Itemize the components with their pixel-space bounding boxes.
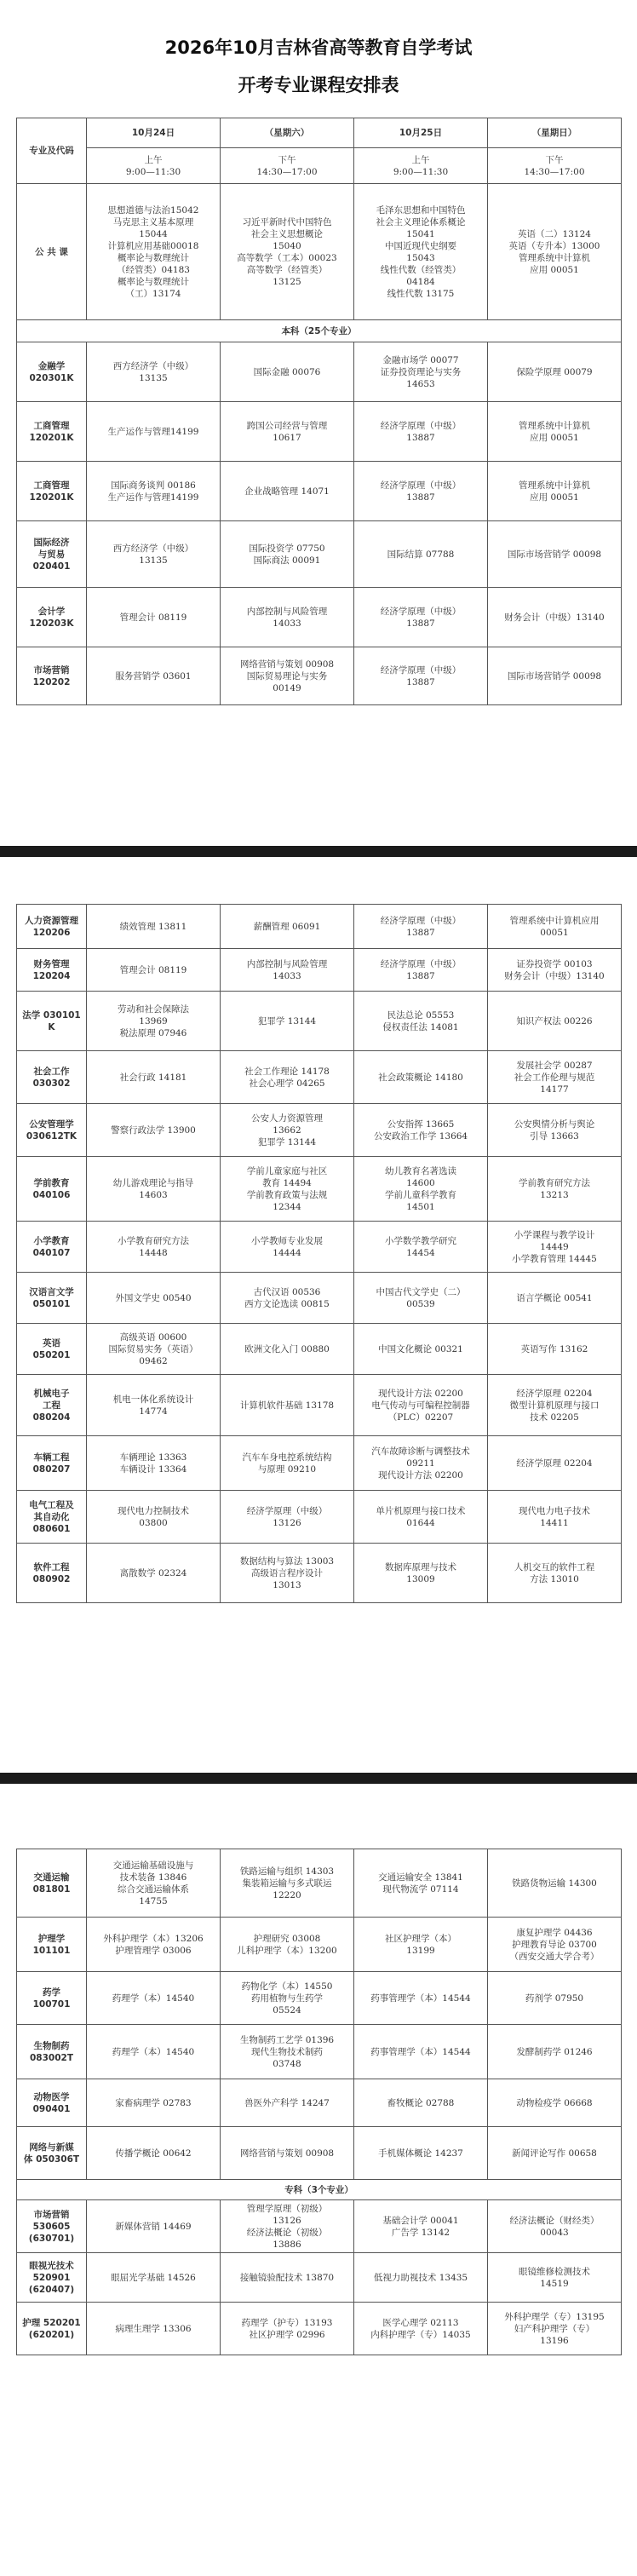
major-row <box>17 462 622 521</box>
exam-cell: 幼儿游戏理论与指导 14603 <box>87 1157 221 1222</box>
major-row <box>17 402 622 462</box>
exam-cell: 社会工作理论 14178 社会心理学 04265 <box>221 1051 354 1104</box>
major-name: 法学 030101K <box>17 992 87 1051</box>
exam-cell: 药事管理学（本）14544 <box>354 2025 488 2079</box>
header-day2-weekday: （星期日） <box>488 118 622 148</box>
major-row <box>17 521 622 588</box>
exam-cell: 药理学（护专）13193 社区护理学 02996 <box>221 2303 354 2355</box>
exam-cell: 古代汉语 00536 西方文论选读 00815 <box>221 1273 354 1324</box>
exam-cell: 学前儿童家庭与社区 教育 14494 学前教育政策与法规 12344 <box>221 1157 354 1222</box>
exam-cell: 英语（二）13124 英语（专升本）13000 管理系统中计算机 应用 00051 <box>488 184 622 320</box>
exam-cell: 单片机原理与接口技术 01644 <box>354 1491 488 1544</box>
exam-cell: 国际投资学 07750 国际商法 00091 <box>221 521 354 588</box>
exam-cell: 计算机软件基础 13178 <box>221 1375 354 1436</box>
schedule-table-3 <box>16 1849 622 2355</box>
exam-cell: 车辆理论 13363 车辆设计 13364 <box>87 1436 221 1491</box>
page-separator <box>0 1773 637 1784</box>
exam-cell: 交通运输基础设施与 技术装备 13846 综合交通运输体系 14755 <box>87 1849 221 1918</box>
exam-cell: 眼镜维修检测技术 14519 <box>488 2253 622 2303</box>
major-name: 财务管理 120204 <box>17 949 87 992</box>
section-title-bachelor: 本科（25个专业） <box>17 320 622 342</box>
exam-cell: 离散数学 02324 <box>87 1544 221 1603</box>
exam-cell: 手机媒体概论 14237 <box>354 2127 488 2180</box>
major-name: 网络与新媒 体 050306T <box>17 2127 87 2180</box>
exam-cell: 经济学原理（中级） 13887 <box>354 949 488 992</box>
exam-cell: 财务会计（中级）13140 <box>488 588 622 647</box>
exam-cell: 中国古代文学史（二） 00539 <box>354 1273 488 1324</box>
rows-page-3 <box>17 1849 622 2180</box>
major-name: 交通运输 081801 <box>17 1849 87 1918</box>
major-row <box>17 1273 622 1324</box>
major-row <box>17 2127 622 2180</box>
exam-cell: 高级英语 00600 国际贸易实务（英语） 09462 <box>87 1324 221 1375</box>
major-name: 社会工作 030302 <box>17 1051 87 1104</box>
exam-cell: 国际市场营销学 00098 <box>488 521 622 588</box>
major-row <box>17 1972 622 2025</box>
slot-am: 上午 9:00—11:30 <box>87 148 221 184</box>
exam-cell: 经济学原理（中级） 13887 <box>354 588 488 647</box>
exam-cell: 发酵制药学 01246 <box>488 2025 622 2079</box>
exam-cell: 基础会计学 00041 广告学 13142 <box>354 2200 488 2253</box>
exam-cell: 公安人力资源管理 13662 犯罪学 13144 <box>221 1104 354 1157</box>
exam-cell: 低视力助视技术 13435 <box>354 2253 488 2303</box>
exam-cell: 交通运输安全 13841 现代物流学 07114 <box>354 1849 488 1918</box>
exam-cell: 保险学原理 00079 <box>488 342 622 402</box>
exam-cell: 证券投资学 00103 财务会计（中级）13140 <box>488 949 622 992</box>
section-title-junior: 专科（3个专业） <box>17 2180 622 2200</box>
document-subtitle: 开考专业课程安排表 <box>238 75 399 95</box>
exam-cell: 管理会计 08119 <box>87 588 221 647</box>
exam-cell: 病理生理学 13306 <box>87 2303 221 2355</box>
major-row <box>17 949 622 992</box>
major-name: 软件工程 080902 <box>17 1544 87 1603</box>
exam-cell: 现代电力控制技术 03800 <box>87 1491 221 1544</box>
exam-cell: 管理系统中计算机应用 00051 <box>488 905 622 949</box>
exam-cell: 劳动和社会保障法 13969 税法原理 07946 <box>87 992 221 1051</box>
exam-cell: 生物制药工艺学 01396 现代生物技术制药 03748 <box>221 2025 354 2079</box>
slot-am: 上午 9:00—11:30 <box>354 148 488 184</box>
exam-cell: 汽车车身电控系统结构 与原理 09210 <box>221 1436 354 1491</box>
major-name: 英语 050201 <box>17 1324 87 1375</box>
exam-cell: 管理会计 08119 <box>87 949 221 992</box>
exam-cell: 民法总论 05553 侵权责任法 14081 <box>354 992 488 1051</box>
major-row <box>17 2079 622 2127</box>
exam-cell: 企业战略管理 14071 <box>221 462 354 521</box>
major-name: 会计学 120203K <box>17 588 87 647</box>
exam-cell: 国际商务谈判 00186 生产运作与管理14199 <box>87 462 221 521</box>
major-name: 眼视光技术 520901 (620407) <box>17 2253 87 2303</box>
major-row <box>17 1051 622 1104</box>
exam-cell: 小学课程与教学设计 14449 小学教育管理 14445 <box>488 1222 622 1273</box>
exam-cell: 管理系统中计算机 应用 00051 <box>488 402 622 462</box>
exam-cell: 机电一体化系统设计 14774 <box>87 1375 221 1436</box>
major-row <box>17 2200 622 2253</box>
page-separator <box>0 846 637 857</box>
exam-cell: 社会行政 14181 <box>87 1051 221 1104</box>
major-name: 学前教育 040106 <box>17 1157 87 1222</box>
exam-cell: 国际结算 07788 <box>354 521 488 588</box>
exam-cell: 思想道德与法治15042 马克思主义基本原理 15044 计算机应用基础00018 概率论与数理统计 （经管类）04183 概率论与数理统计 （工）13174 <box>87 184 221 320</box>
major-row <box>17 1157 622 1222</box>
exam-cell: 发展社会学 00287 社会工作伦理与规范 14177 <box>488 1051 622 1104</box>
exam-cell: 新闻评论写作 00658 <box>488 2127 622 2180</box>
exam-cell: 外科护理学（本）13206 护理管理学 03006 <box>87 1918 221 1972</box>
major-row <box>17 1918 622 1972</box>
major-row <box>17 2253 622 2303</box>
exam-cell: 内部控制与风险管理 14033 <box>221 949 354 992</box>
exam-cell: 新媒体营销 14469 <box>87 2200 221 2253</box>
exam-cell: 兽医外产科学 14247 <box>221 2079 354 2127</box>
major-name: 工商管理 120201K <box>17 462 87 521</box>
exam-cell: 小学教育研究方法 14448 <box>87 1222 221 1273</box>
major-name: 市场营销 530605 (630701) <box>17 2200 87 2253</box>
exam-cell: 经济学原理（中级） 13887 <box>354 647 488 705</box>
major-name: 电气工程及 其自动化 080601 <box>17 1491 87 1544</box>
major-row <box>17 1544 622 1603</box>
exam-cell: 经济法概论（财经类） 00043 <box>488 2200 622 2253</box>
exam-cell: 小学教师专业发展 14444 <box>221 1222 354 1273</box>
exam-cell: 警察行政法学 13900 <box>87 1104 221 1157</box>
major-row <box>17 1104 622 1157</box>
major-row <box>17 1436 622 1491</box>
major-name: 护理学 101101 <box>17 1918 87 1972</box>
exam-cell: 药剂学 07950 <box>488 1972 622 2025</box>
exam-cell: 公安指挥 13665 公安政治工作学 13664 <box>354 1104 488 1157</box>
exam-cell: 动物检疫学 06668 <box>488 2079 622 2127</box>
exam-cell: 跨国公司经营与管理 10617 <box>221 402 354 462</box>
major-row <box>17 1849 622 1918</box>
exam-cell: 习近平新时代中国特色 社会主义思想概论 15040 高等数学（工本）00023 高等数学（经管类） 13125 <box>221 184 354 320</box>
major-name: 汉语言文学 050101 <box>17 1273 87 1324</box>
exam-cell: 药事管理学（本）14544 <box>354 1972 488 2025</box>
exam-cell: 网络营销与策划 00908 国际贸易理论与实务 00149 <box>221 647 354 705</box>
schedule-table-2 <box>16 904 622 1603</box>
document-title: 2026年10月吉林省高等教育自学考试 <box>164 37 473 58</box>
exam-cell: 国际金融 00076 <box>221 342 354 402</box>
rows-junior <box>17 2200 622 2355</box>
exam-cell: 管理学原理（初级） 13126 经济法概论（初级） 13886 <box>221 2200 354 2253</box>
exam-cell: 现代电力电子技术 14411 <box>488 1491 622 1544</box>
exam-cell: 公安舆情分析与舆论 引导 13663 <box>488 1104 622 1157</box>
exam-cell: 护理研究 03008 儿科护理学（本）13200 <box>221 1918 354 1972</box>
exam-cell: 学前教育研究方法 13213 <box>488 1157 622 1222</box>
major-name: 生物制药 083002T <box>17 2025 87 2079</box>
major-name: 工商管理 120201K <box>17 402 87 462</box>
exam-cell: 经济学原理（中级） 13126 <box>221 1491 354 1544</box>
header-day2-date: 10月25日 <box>354 118 488 148</box>
exam-cell: 经济学原理（中级） 13887 <box>354 462 488 521</box>
exam-cell: 康复护理学 04436 护理教育导论 03700 （西安交通大学合考） <box>488 1918 622 1972</box>
major-row <box>17 588 622 647</box>
exam-cell: 经济学原理（中级） 13887 <box>354 402 488 462</box>
exam-cell: 外国文学史 00540 <box>87 1273 221 1324</box>
exam-cell: 管理系统中计算机 应用 00051 <box>488 462 622 521</box>
slot-pm: 下午 14:30—17:00 <box>488 148 622 184</box>
exam-cell: 社区护理学（本） 13199 <box>354 1918 488 1972</box>
exam-cell: 中国文化概论 00321 <box>354 1324 488 1375</box>
major-row <box>17 1375 622 1436</box>
exam-cell: 数据结构与算法 13003 高级语言程序设计 13013 <box>221 1544 354 1603</box>
exam-cell: 内部控制与风险管理 14033 <box>221 588 354 647</box>
exam-cell: 犯罪学 13144 <box>221 992 354 1051</box>
exam-cell: 经济学原理（中级） 13887 <box>354 905 488 949</box>
major-name: 机械电子 工程 080204 <box>17 1375 87 1436</box>
exam-cell: 社会政策概论 14180 <box>354 1051 488 1104</box>
exam-cell: 绩效管理 13811 <box>87 905 221 949</box>
page-3 <box>0 1784 637 2576</box>
exam-cell: 药理学（本）14540 <box>87 1972 221 2025</box>
major-row <box>17 1222 622 1273</box>
major-row <box>17 905 622 949</box>
rows-page-2 <box>17 905 622 1603</box>
major-row <box>17 647 622 705</box>
major-name: 动物医学 090401 <box>17 2079 87 2127</box>
major-name: 车辆工程 080207 <box>17 1436 87 1491</box>
major-row <box>17 1491 622 1544</box>
exam-cell: 药物化学（本）14550 药用植物与生药学 05524 <box>221 1972 354 2025</box>
exam-cell: 欧洲文化入门 00880 <box>221 1324 354 1375</box>
major-row <box>17 2025 622 2079</box>
exam-cell: 网络营销与策划 00908 <box>221 2127 354 2180</box>
exam-cell: 铁路运输与组织 14303 集装箱运输与多式联运 12220 <box>221 1849 354 1918</box>
exam-cell: 毛泽东思想和中国特色 社会主义理论体系概论 15041 中国近现代史纲要 15043 线性代数（经管类） 04184 线性代数 13175 <box>354 184 488 320</box>
exam-cell: 经济学原理 02204 <box>488 1436 622 1491</box>
exam-cell: 现代设计方法 02200 电气传动与可编程控制器 （PLC）02207 <box>354 1375 488 1436</box>
major-name: 公安管理学 030612TK <box>17 1104 87 1157</box>
major-row <box>17 1324 622 1375</box>
header-day1-date: 10月24日 <box>87 118 221 148</box>
major-name: 市场营销 120202 <box>17 647 87 705</box>
major-name: 小学教育 040107 <box>17 1222 87 1273</box>
exam-cell: 人机交互的软件工程 方法 13010 <box>488 1544 622 1603</box>
exam-cell: 医学心理学 02113 内科护理学（专）14035 <box>354 2303 488 2355</box>
page-2 <box>0 857 637 1790</box>
exam-cell: 服务营销学 03601 <box>87 647 221 705</box>
exam-cell: 西方经济学（中级） 13135 <box>87 342 221 402</box>
major-row <box>17 342 622 402</box>
exam-cell: 传播学概论 00642 <box>87 2127 221 2180</box>
public-course-row <box>17 184 622 320</box>
major-name: 药学 100701 <box>17 1972 87 2025</box>
exam-cell: 国际市场营销学 00098 <box>488 647 622 705</box>
exam-cell: 知识产权法 00226 <box>488 992 622 1051</box>
exam-cell: 幼儿教育名著选读 14600 学前儿童科学教育 14501 <box>354 1157 488 1222</box>
exam-cell: 畜牧概论 02788 <box>354 2079 488 2127</box>
exam-cell: 语言学概论 00541 <box>488 1273 622 1324</box>
schedule-table-1 <box>16 118 622 705</box>
exam-cell: 小学数学教学研究 14454 <box>354 1222 488 1273</box>
public-course-label: 公 共 课 <box>17 184 87 320</box>
major-name: 金融学 020301K <box>17 342 87 402</box>
exam-cell: 接触镜验配技术 13870 <box>221 2253 354 2303</box>
exam-cell: 西方经济学（中级） 13135 <box>87 521 221 588</box>
exam-cell: 外科护理学（专）13195 妇产科护理学（专） 13196 <box>488 2303 622 2355</box>
major-row <box>17 2303 622 2355</box>
exam-cell: 数据库原理与技术 13009 <box>354 1544 488 1603</box>
exam-cell: 药理学（本）14540 <box>87 2025 221 2079</box>
exam-cell: 铁路货物运输 14300 <box>488 1849 622 1918</box>
header-major: 专业及代码 <box>17 118 87 184</box>
exam-cell: 眼屈光学基础 14526 <box>87 2253 221 2303</box>
exam-cell: 家畜病理学 02783 <box>87 2079 221 2127</box>
page-1 <box>0 0 637 858</box>
exam-cell: 经济学原理 02204 微型计算机原理与接口 技术 02205 <box>488 1375 622 1436</box>
slot-pm: 下午 14:30—17:00 <box>221 148 354 184</box>
major-name: 人力资源管理 120206 <box>17 905 87 949</box>
major-name: 国际经济 与贸易 020401 <box>17 521 87 588</box>
major-row <box>17 992 622 1051</box>
header-day1-weekday: （星期六） <box>221 118 354 148</box>
rows-page-1 <box>17 342 622 705</box>
exam-cell: 英语写作 13162 <box>488 1324 622 1375</box>
major-name: 护理 520201 (620201) <box>17 2303 87 2355</box>
exam-cell: 薪酬管理 06091 <box>221 905 354 949</box>
exam-cell: 金融市场学 00077 证券投资理论与实务 14653 <box>354 342 488 402</box>
exam-cell: 汽车故障诊断与调整技术 09211 现代设计方法 02200 <box>354 1436 488 1491</box>
exam-cell: 生产运作与管理14199 <box>87 402 221 462</box>
